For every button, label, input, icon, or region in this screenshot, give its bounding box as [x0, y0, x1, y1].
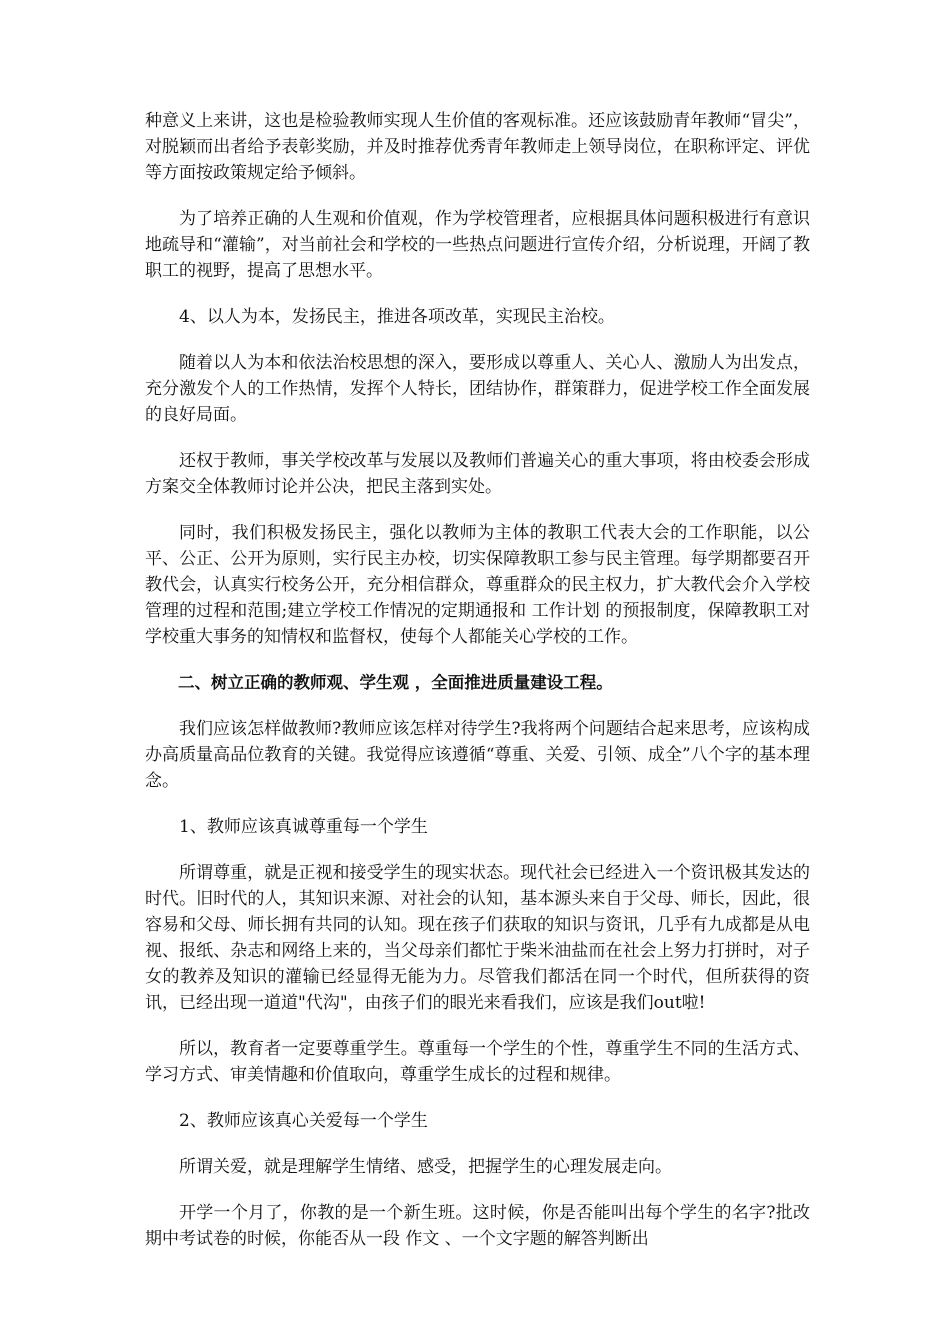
paragraph: 种意义上来讲，这也是检验教师实现人生价值的客观标准。还应该鼓励青年教师“冒尖”，对脱颖而出者给予表彰奖励，并及时推荐优秀青年教师走上领导岗位，在职称评定、评优等方面按政策规定给予倾斜。 [145, 111, 810, 183]
section-item-heading: 4、以人为本，发扬民主，推进各项改革，实现民主治校。 [179, 307, 615, 327]
paragraph: 为了培养正确的人生观和价值观，作为学校管理者，应根据具体问题积极进行有意识地疏导和“灌输”，对当前社会和学校的一些热点问题进行宣传介绍，分析说理，开阔了教职工的视野，提高了思想水平。 [145, 209, 810, 281]
document-page [145, 108, 810, 1272]
paragraph: 还权于教师，事关学校改革与发展以及教师们普遍关心的重大事项，将由校委会形成方案交全体教师讨论并公决，把民主落到实处。 [145, 451, 810, 497]
section-heading: 二、树立正确的教师观、学生观 ，全面推进质量建设工程。 [178, 673, 613, 692]
paragraph: 所谓尊重，就是正视和接受学生的现实状态。现代社会已经进入一个资讯极其发达的时代。旧时代的人，其知识来源、对社会的认知，基本源头来自于父母、师长，因此，很容易和父母、师长拥有共同的认知。现在孩子们获取的知识与资讯，几乎有九成都是从电视、报纸、杂志和网络上来的，当父母亲们都忙于柴米油盐而在社会上努力打拼时，对子女的教养及知识的灌输已经显得无能为力。尽管我们都活在同一个时代，但所获得的资讯，已经出现一道道"代沟"，由孩子们的眼光来看我们，应该是我们out啦! [145, 863, 810, 1013]
paragraph: 随着以人为本和依法治校思想的深入，要形成以尊重人、关心人、激励人为出发点，充分激发个人的工作热情，发挥个人特长，团结协作，群策群力，促进学校工作全面发展的良好局面。 [145, 353, 810, 425]
paragraph: 开学一个月了，你教的是一个新生班。这时候，你是否能叫出每个学生的名字?批改期中考试卷的时候，你能否从一段 作文 、一个文字题的解答判断出 [145, 1203, 810, 1249]
paragraph: 我们应该怎样做教师?教师应该怎样对待学生?我将两个问题结合起来思考，应该构成办高质量高品位教育的关键。我觉得应该遵循“尊重、关爱、引领、成全”八个字的基本理念。 [145, 719, 810, 791]
section-item-heading: 2、教师应该真心关爱每一个学生 [179, 1111, 428, 1131]
paragraph: 所以，教育者一定要尊重学生。尊重每一个学生的个性，尊重学生不同的生活方式、学习方式、审美情趣和价值取向，尊重学生成长的过程和规律。 [145, 1039, 810, 1085]
paragraph: 同时，我们积极发扬民主，强化以教师为主体的教职工代表大会的工作职能，以公平、公正、公开为原则，实行民主办校，切实保障教职工参与民主管理。每学期都要召开教代会，认真实行校务公开，充分相信群众，尊重群众的民主权力，扩大教代会介入学校管理的过程和范围;建立学校工作情况的定期通报和 工作计划 的预报制度，保障教职工对学校重大事务的知情权和监督权，使每个人都能关心学校的工作。 [145, 523, 810, 647]
paragraph: 所谓关爱，就是理解学生情绪、感受，把握学生的心理发展走向。 [179, 1157, 672, 1177]
section-item-heading: 1、教师应该真诚尊重每一个学生 [179, 817, 428, 837]
